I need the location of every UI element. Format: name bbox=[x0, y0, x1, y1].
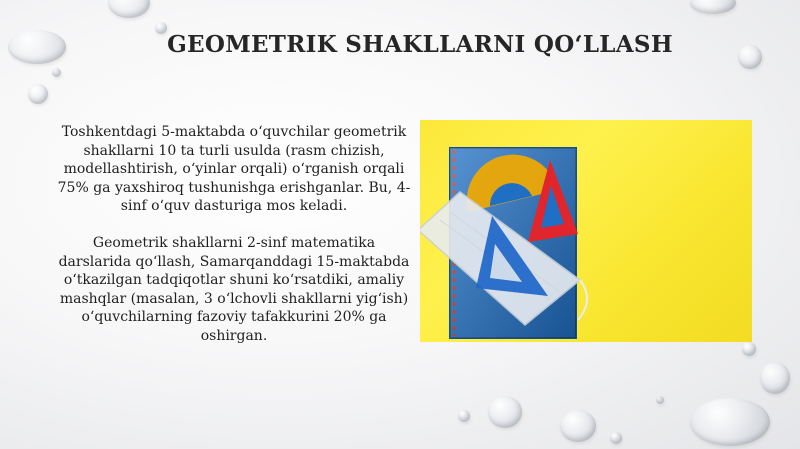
water-drop bbox=[28, 84, 48, 104]
water-drop bbox=[488, 396, 522, 428]
paragraph-1: Toshkentdagi 5-maktabda o‘quvchilar geometrik shakllarni 10 ta turli usulda (rasm chizish, modellashtirish, o‘yinlar orqali) o‘rganish orqali 75% ga yaxshiroq tushunishga erishganlar. Bu, 4-sinf o‘quv dasturiga mos keladi. bbox=[57, 124, 411, 214]
water-drop bbox=[560, 410, 596, 442]
water-drop bbox=[610, 432, 622, 444]
water-drop bbox=[742, 342, 756, 356]
water-drop bbox=[738, 45, 762, 69]
water-drop bbox=[656, 396, 664, 404]
paragraph-2: Geometrik shakllarni 2-sinf matematika darslarida qo‘llash, Samarqanddagi 15-maktabda o‘tkazilgan tadqiqotlar shuni ko‘rsatdiki, amaliy mashqlar (masalan, 3 o‘lchovli shakllarni yig‘ish) o‘quvchilarning fazoviy tafakkurini 20% ga oshirgan. bbox=[58, 235, 410, 344]
water-drop bbox=[458, 410, 470, 422]
slide-title: GEOMETRIK SHAKLLARNI QO‘LLASH bbox=[167, 31, 673, 58]
water-drop bbox=[690, 0, 736, 14]
water-drop bbox=[8, 30, 66, 64]
body-text bbox=[55, 123, 413, 345]
water-drop bbox=[760, 362, 790, 394]
geometry-tools-photo bbox=[420, 120, 752, 342]
water-drop bbox=[108, 0, 150, 18]
water-drop bbox=[52, 68, 61, 77]
water-drop bbox=[690, 398, 770, 446]
